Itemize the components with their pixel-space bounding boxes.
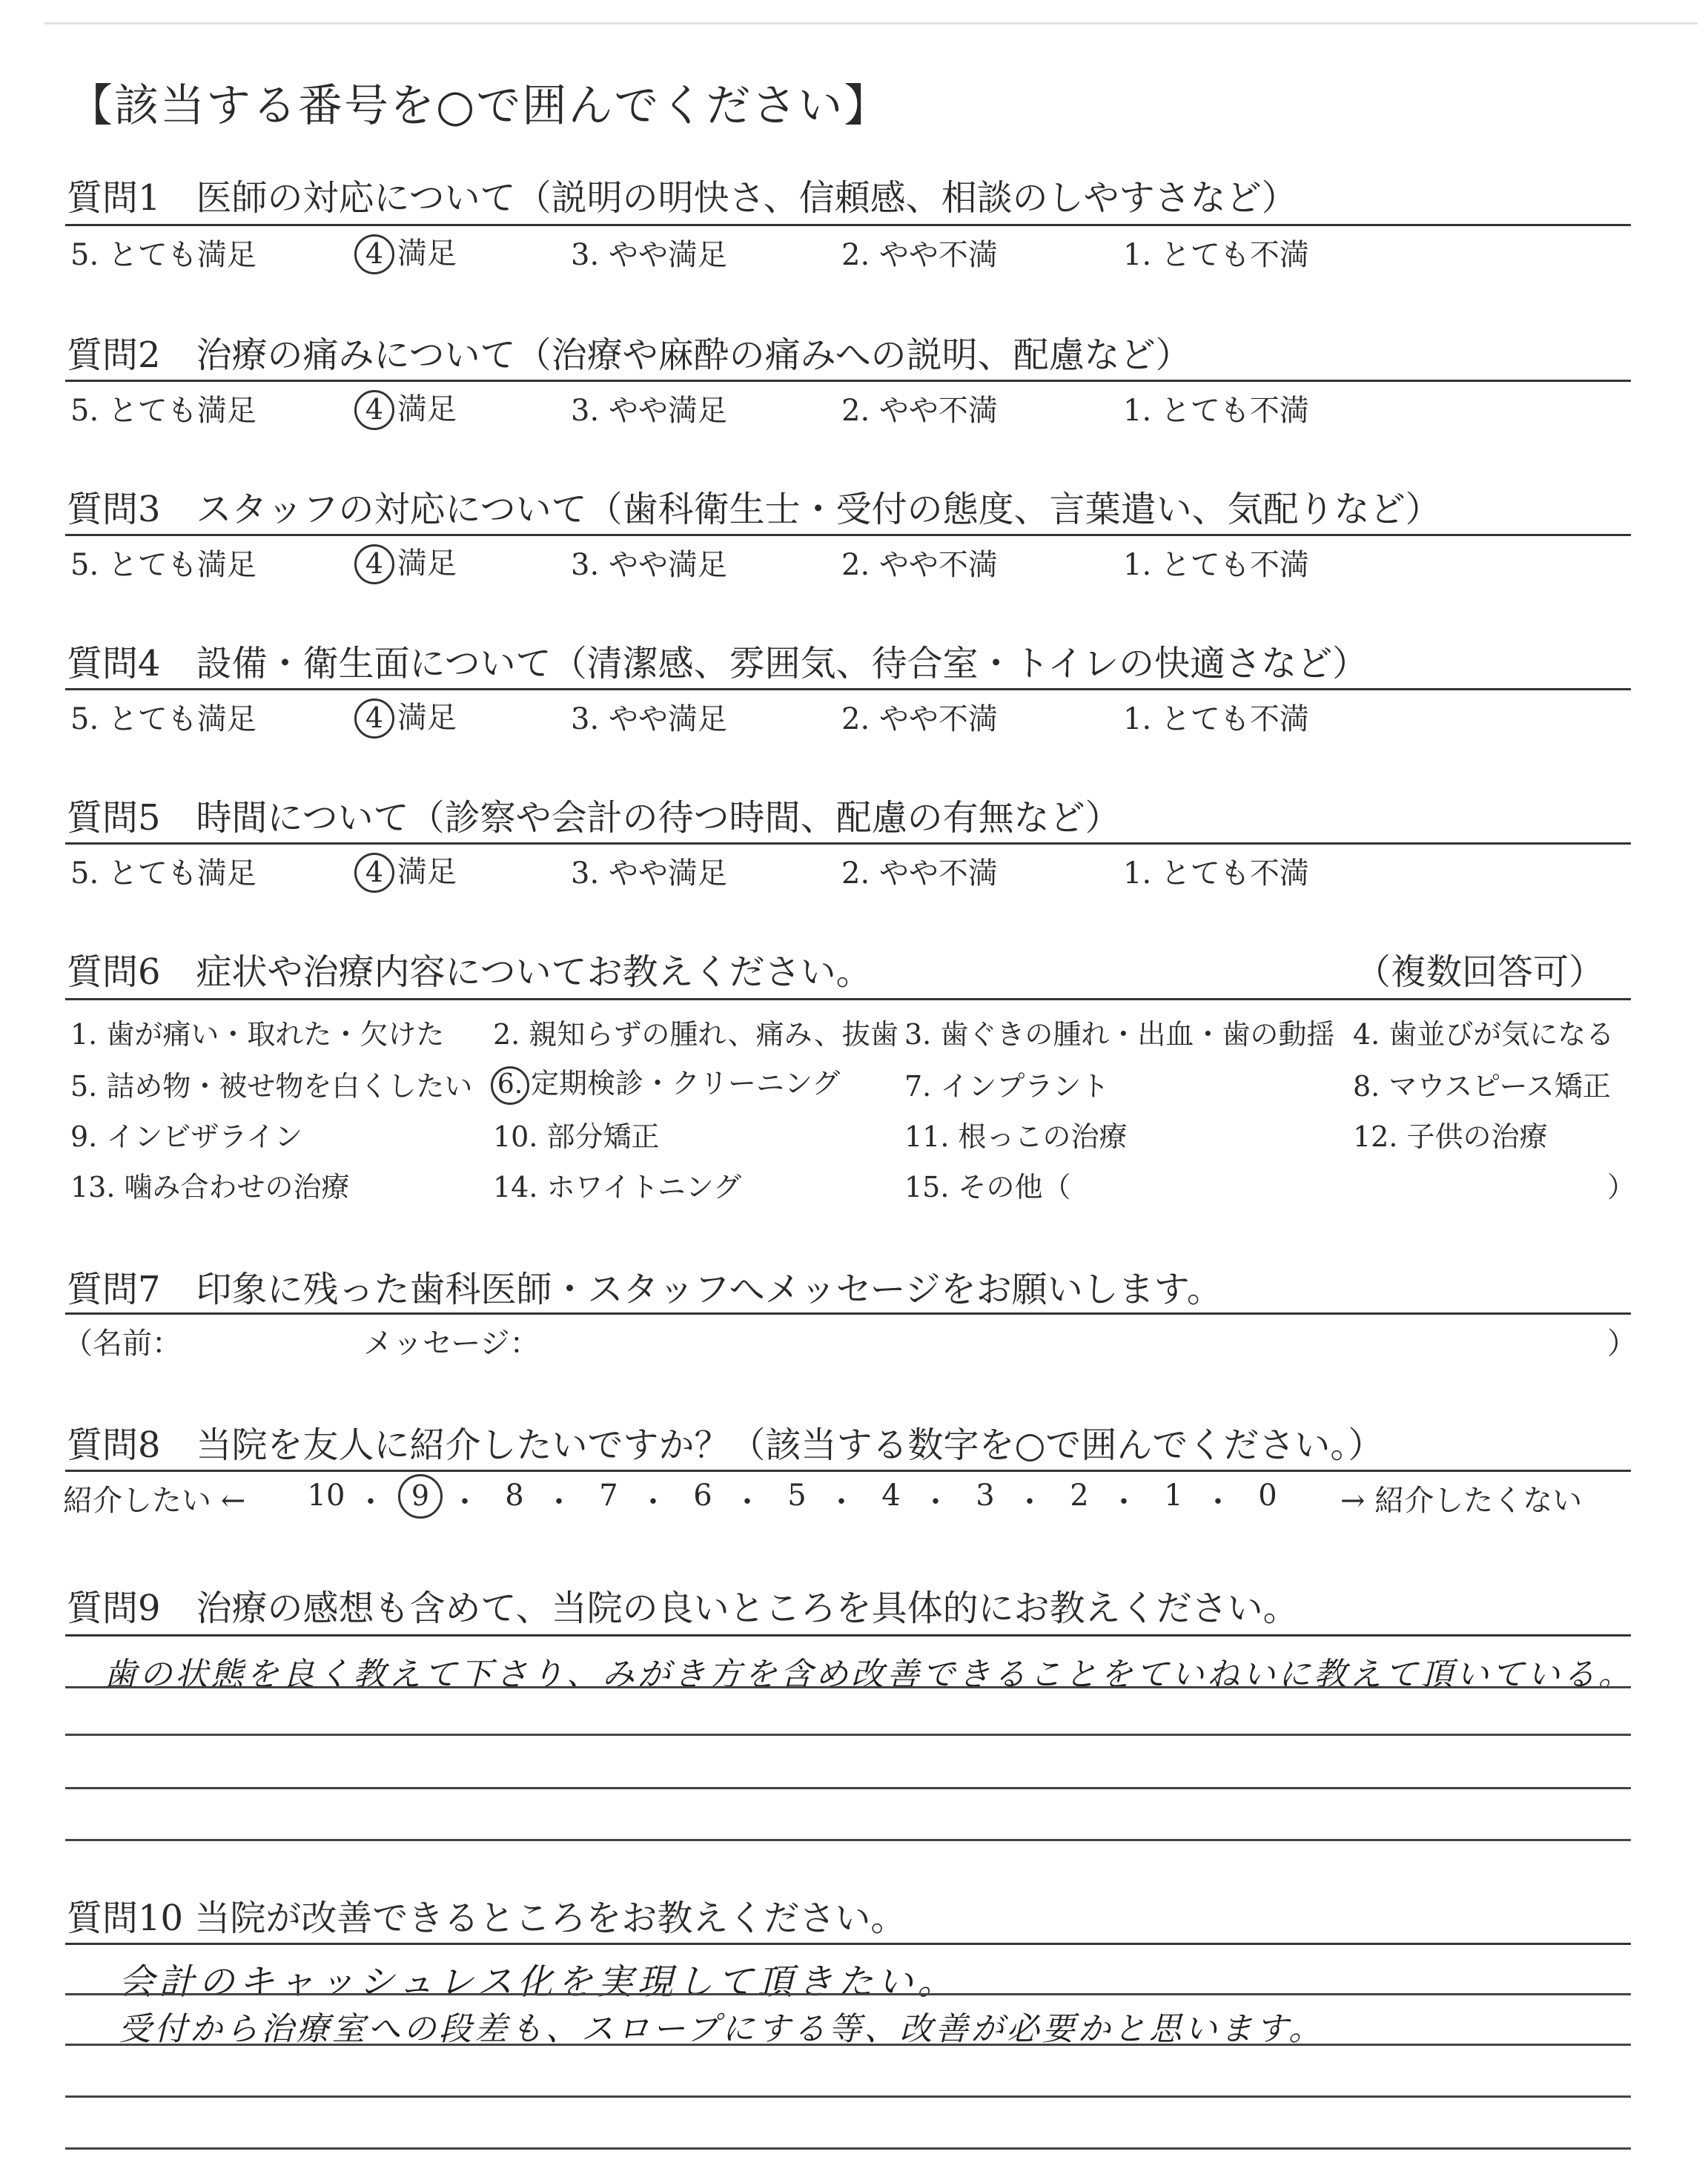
- question-2-rule: [65, 380, 1631, 382]
- question-9-label: 質問9 治療の感想も含めて、当院の良いところを具体的にお教えください。: [67, 1588, 1299, 1629]
- q10-answer-line-3: [65, 2095, 1631, 2098]
- q6-item-11[interactable]: 11. 根っこの治療: [904, 1120, 1128, 1153]
- recommend-score-5[interactable]: 5: [787, 1479, 807, 1513]
- q8-left-label: 紹介したい ←: [63, 1484, 246, 1518]
- question-6-note: （複数回答可）: [1355, 951, 1605, 993]
- scale-separator-dot: ・: [544, 1485, 574, 1519]
- question-4-label: 質問4 設備・衛生面について（清潔感、雰囲気、待合室・トイレの快適さなど）: [67, 643, 1368, 684]
- question-5-label: 質問5 時間について（診察や会計の待つ時間、配慮の有無など）: [67, 797, 1121, 839]
- q6-item-1[interactable]: 1. 歯が痛い・取れた・欠けた: [70, 1018, 445, 1051]
- scale-separator-dot: ・: [450, 1485, 480, 1519]
- question-7-label: 質問7 印象に残った歯科医師・スタッフへメッセージをお願いします。: [67, 1269, 1222, 1310]
- scale-separator-dot: ・: [921, 1485, 950, 1519]
- question-8-label: 質問8 当院を友人に紹介したいですか？（該当する数字を○で囲んでください。）: [67, 1424, 1384, 1466]
- q6-item-12[interactable]: 12. 子供の治療: [1353, 1120, 1548, 1153]
- q2-option-1[interactable]: 1. とても不満: [1123, 394, 1309, 428]
- question-3-rule: [65, 534, 1631, 536]
- q3-option-4-label: 満足: [397, 546, 457, 581]
- q1-option-5[interactable]: 5. とても満足: [70, 238, 256, 272]
- q7-close: ）: [1607, 1327, 1637, 1361]
- recommend-score-4[interactable]: 4: [881, 1479, 901, 1513]
- q4-option-5[interactable]: 5. とても満足: [70, 702, 256, 736]
- recommend-score-6[interactable]: 6: [693, 1479, 712, 1513]
- scale-separator-dot: ・: [1109, 1485, 1139, 1519]
- q6-item-4[interactable]: 4. 歯並びが気になる: [1353, 1018, 1615, 1051]
- recommend-score-1[interactable]: 1: [1164, 1479, 1183, 1513]
- q10-handwritten-answer-1: 会計のキャッシュレス化を実現して頂きたい。: [119, 1961, 958, 2003]
- question-1-rule: [65, 224, 1631, 226]
- q5-option-4-selected[interactable]: [354, 848, 457, 893]
- q9-handwritten-answer: 歯の状態を良く教えて下さり、みがき方を含め改善できることをていねいに教えて頂いている。: [104, 1656, 1634, 1694]
- q6-item-2[interactable]: 2. 親知らずの腫れ、痛み、抜歯: [493, 1018, 898, 1051]
- q6-item-15-close: ）: [1607, 1171, 1636, 1203]
- q6-item-6-selected[interactable]: [491, 1060, 840, 1105]
- q1-option-1[interactable]: 1. とても不満: [1123, 238, 1309, 272]
- scale-separator-dot: ・: [1015, 1485, 1045, 1519]
- q6-item-14[interactable]: 14. ホワイトニング: [493, 1171, 742, 1203]
- q4-option-1[interactable]: 1. とても不満: [1123, 702, 1309, 736]
- top-border: [44, 22, 1698, 24]
- q5-option-2[interactable]: 2. やや不満: [841, 856, 998, 891]
- scale-separator-dot: ・: [732, 1485, 762, 1519]
- selection-circle: 9: [398, 1474, 443, 1519]
- question-9-rule: [65, 1634, 1631, 1636]
- q7-message-label: メッセージ：: [363, 1327, 540, 1361]
- q6-item-5[interactable]: 5. 詰め物・被せ物を白くしたい: [70, 1070, 473, 1103]
- q2-option-4-selected[interactable]: [354, 386, 457, 430]
- q3-option-3[interactable]: 3. やや満足: [571, 548, 727, 582]
- question-8-rule: [65, 1470, 1631, 1472]
- q4-option-4-selected[interactable]: [354, 694, 457, 739]
- scale-separator-dot: ・: [638, 1485, 668, 1519]
- q10-handwritten-answer-2: 受付から治療室への段差も、スロープにする等、改善が必要かと思います。: [119, 2010, 1325, 2048]
- selection-circle: 4: [354, 544, 394, 584]
- q9-answer-line-2: [65, 1734, 1631, 1736]
- question-2-label: 質問2 治療の痛みについて（治療や麻酔の痛みへの説明、配慮など）: [67, 334, 1191, 376]
- selection-circle: 4: [354, 390, 394, 430]
- q7-name-label: （名前：: [63, 1327, 182, 1361]
- q3-option-1[interactable]: 1. とても不満: [1123, 548, 1309, 582]
- q9-answer-line-3: [65, 1787, 1631, 1789]
- recommend-score-8[interactable]: 8: [505, 1479, 524, 1513]
- q4-option-2[interactable]: 2. やや不満: [841, 702, 998, 736]
- q1-option-3[interactable]: 3. やや満足: [571, 238, 727, 272]
- q5-option-5[interactable]: 5. とても満足: [70, 856, 256, 891]
- q2-option-3[interactable]: 3. やや満足: [571, 394, 727, 428]
- scale-separator-dot: ・: [827, 1485, 856, 1519]
- q6-item-3[interactable]: 3. 歯ぐきの腫れ・出血・歯の動揺: [904, 1018, 1335, 1051]
- q5-option-3[interactable]: 3. やや満足: [571, 856, 727, 891]
- question-7-rule: [65, 1312, 1631, 1315]
- q2-option-5[interactable]: 5. とても満足: [70, 394, 256, 428]
- q10-answer-line-4: [65, 2147, 1631, 2150]
- q6-item-6-label: 定期検診・クリーニング: [531, 1067, 841, 1100]
- selection-circle: 4: [354, 853, 394, 893]
- q4-option-4-label: 満足: [397, 701, 457, 735]
- question-6-label: 質問6 症状や治療内容についてお教えください。: [67, 951, 872, 993]
- scale-separator-dot: ・: [1203, 1485, 1233, 1519]
- q6-item-10[interactable]: 10. 部分矯正: [493, 1120, 660, 1153]
- q1-option-2[interactable]: 2. やや不満: [841, 238, 998, 272]
- q6-item-13[interactable]: 13. 噛み合わせの治療: [70, 1171, 350, 1203]
- q6-item-7[interactable]: 7. インプラント: [904, 1070, 1110, 1103]
- question-6-rule: [65, 998, 1631, 1000]
- recommend-score-9[interactable]: [398, 1479, 443, 1519]
- q10-answer-line-1: [65, 1993, 1631, 1995]
- question-5-rule: [65, 842, 1631, 845]
- question-1-label: 質問1 医師の対応について（説明の明快さ、信頼感、相談のしやすさなど）: [67, 177, 1297, 219]
- q9-answer-line-4: [65, 1839, 1631, 1841]
- q10-answer-line-2: [65, 2044, 1631, 2046]
- q3-option-4-selected[interactable]: [354, 540, 457, 584]
- selection-circle: 4: [354, 698, 394, 739]
- q2-option-4-label: 満足: [397, 392, 457, 426]
- q4-option-3[interactable]: 3. やや満足: [571, 702, 727, 736]
- scale-separator-dot: ・: [356, 1485, 385, 1519]
- q8-right-label: → 紹介したくない: [1340, 1484, 1583, 1518]
- selection-circle: 4: [354, 234, 394, 274]
- q1-option-4-label: 満足: [397, 237, 457, 271]
- q2-option-2[interactable]: 2. やや不満: [841, 394, 998, 428]
- page-title: 【該当する番号を○で囲んでください】: [68, 80, 890, 132]
- recommend-score-10[interactable]: 10: [307, 1479, 345, 1513]
- q3-option-2[interactable]: 2. やや不満: [841, 548, 998, 582]
- q1-option-4-selected[interactable]: [354, 230, 457, 274]
- q5-option-1[interactable]: 1. とても不満: [1123, 856, 1309, 891]
- q5-option-4-label: 満足: [397, 855, 457, 889]
- q9-answer-line-1: [65, 1686, 1631, 1688]
- recommend-score-3[interactable]: 3: [976, 1479, 995, 1513]
- selection-circle: 6.: [491, 1066, 529, 1105]
- question-4-rule: [65, 688, 1631, 690]
- question-3-label: 質問3 スタッフの対応について（歯科衛生士・受付の態度、言葉遣い、気配りなど）: [67, 489, 1441, 530]
- recommend-score-0[interactable]: 0: [1258, 1479, 1277, 1513]
- q6-item-8[interactable]: 8. マウスピース矯正: [1353, 1070, 1611, 1103]
- question-10-rule: [65, 1943, 1631, 1945]
- recommend-score-7[interactable]: 7: [599, 1479, 618, 1513]
- q3-option-5[interactable]: 5. とても満足: [70, 548, 256, 582]
- q6-item-9[interactable]: 9. インビザライン: [70, 1120, 303, 1153]
- q6-item-15[interactable]: 15. その他（: [904, 1171, 1071, 1203]
- question-10-label: 質問10 当院が改善できるところをお教えください。: [67, 1898, 907, 1939]
- recommend-score-2[interactable]: 2: [1070, 1479, 1089, 1513]
